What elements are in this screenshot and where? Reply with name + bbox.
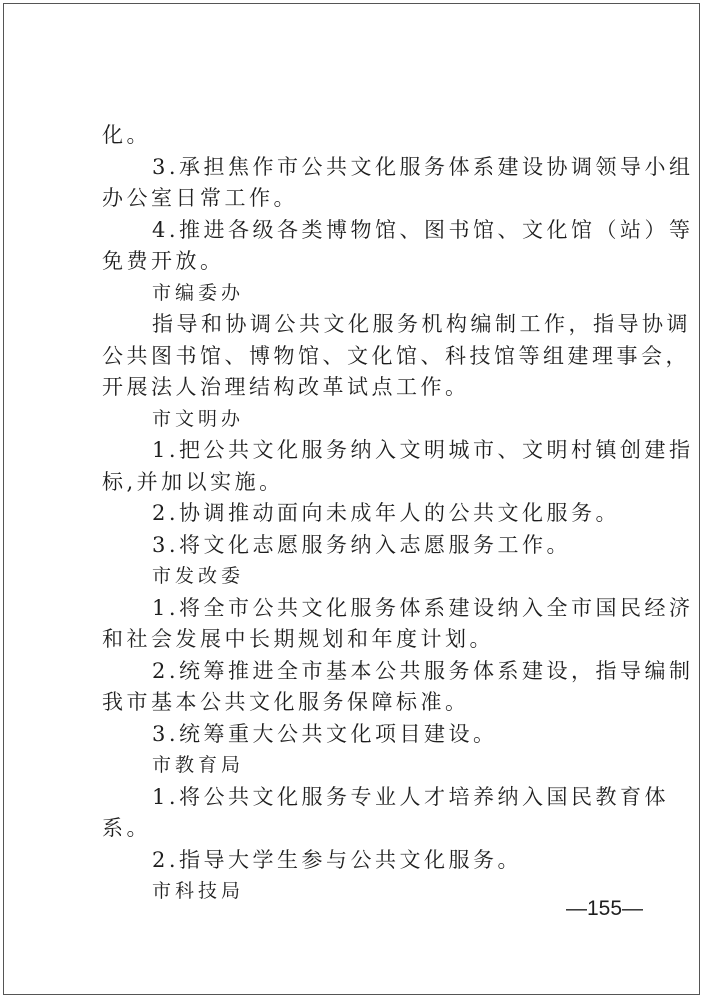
text-line: 3.统筹重大公共文化项目建设。 [152, 721, 498, 746]
text-line: 化。 [102, 123, 151, 147]
text-line: 1.把公共文化服务纳入文明城市、文明村镇创建指 [152, 438, 694, 462]
text-line: 标,并加以实施。 [102, 469, 284, 494]
text-line: 我市基本公共文化服务保障标准。 [102, 690, 470, 714]
text-line: 2.指导大学生参与公共文化服务。 [152, 847, 523, 872]
text-line: 1.将全市公共文化服务体系建设纳入全市国民经济 [152, 595, 694, 620]
section-heading: 市发改委 [152, 565, 245, 587]
document-body [102, 120, 694, 908]
section-heading: 市编委办 [152, 281, 245, 304]
text-line: 3.承担焦作市公共文化服务体系建设协调领导小组 [152, 154, 694, 179]
text-line: 指导和协调公共文化服务机构编制工作，指导协调 [152, 312, 691, 336]
section-heading: 市教育局 [152, 754, 245, 776]
text-line: 开展法人治理结构改革试点工作。 [102, 375, 470, 399]
section-heading: 市文明办 [152, 407, 245, 430]
text-line: 公共图书馆、博物馆、文化馆、科技馆等组建理事会， [102, 343, 690, 368]
page-number: —155— [566, 897, 644, 920]
text-line: 办公室日常工作。 [102, 186, 298, 210]
text-line: 4.推进各级各类博物馆、图书馆、文化馆（站）等 [152, 217, 694, 242]
text-line: 系。 [102, 816, 151, 840]
text-line: 1.将公共文化服务专业人才培养纳入国民教育体 [152, 784, 670, 809]
text-line: 2.协调推动面向未成年人的公共文化服务。 [152, 501, 621, 525]
section-heading: 市科技局 [152, 880, 245, 902]
text-line: 2.统筹推进全市基本公共服务体系建设，指导编制 [152, 658, 694, 683]
text-line: 和社会发展中长期规划和年度计划。 [102, 627, 494, 651]
text-line: 3.将文化志愿服务纳入志愿服务工作。 [152, 532, 572, 557]
page-frame [3, 3, 700, 995]
text-line: 免费开放。 [102, 249, 225, 273]
